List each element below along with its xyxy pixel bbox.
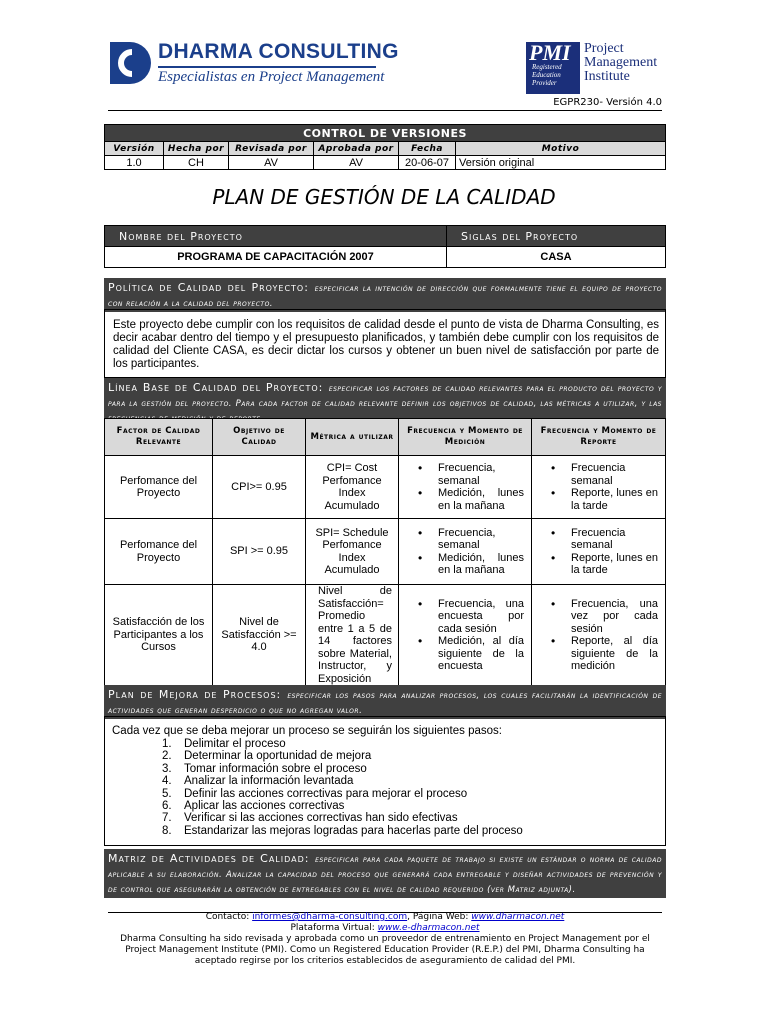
report-cell	[532, 456, 666, 519]
list-item: 8. Estandarizar las mejoras logradas para hacerlas parte del proceso	[162, 824, 523, 837]
list-item: • Frecuencia, semanal	[438, 527, 524, 552]
table-row	[105, 456, 666, 519]
list-item: • Frecuencia, una encuesta por cada sesión	[438, 598, 524, 636]
list-item: 1. Delimitar el proceso	[162, 738, 286, 750]
list-item: • Reporte, lunes en la tarde	[571, 487, 658, 512]
metric-header: Métrica a utilizar	[306, 419, 399, 456]
list-item: • Frecuencia semanal	[571, 462, 658, 487]
version-control-table	[104, 124, 666, 170]
list-item: • Medición, lunes en la mañana	[438, 552, 524, 577]
list-item: • Reporte, al día siguiente de la medición	[571, 635, 658, 673]
list-item: 7. Verificar si las acciones correctivas han sido efectivas	[162, 812, 458, 825]
objective-cell: Nivel de Satisfacción >= 4.0	[213, 585, 306, 686]
project-name-label: Nombre del Proyecto	[105, 226, 447, 247]
website-link[interactable]: www.dharmacon.net	[471, 912, 565, 922]
reason-cell: Versión original	[456, 156, 666, 170]
list-item: 6. Aplicar las acciones correctivas	[162, 800, 345, 813]
improvement-intro: Cada vez que se deba mejorar un proceso se seguirán los siguientes pasos:	[112, 725, 502, 737]
factor-cell: Satisfacción de los Participantes a los Cursos	[105, 585, 213, 686]
contact-email-link[interactable]: informes@dharma-consulting.com	[252, 912, 408, 922]
contact-label: Contacto:	[205, 912, 250, 922]
project-table	[104, 225, 666, 268]
platform-label: Plataforma Virtual:	[290, 923, 375, 933]
policy-box	[104, 309, 666, 378]
logo-rule	[158, 66, 376, 68]
company-tagline: Especialistas en Project Management	[158, 69, 385, 85]
footer-platform	[108, 923, 662, 934]
pmi-badge-subtext: Registered Education Provider	[532, 63, 562, 87]
list-item: 2. Determinar la oportunidad de mejora	[162, 750, 372, 763]
policy-text: Este proyecto debe cumplir con los requisitos de calidad desde el punto de vista de Dharma Consulting, es decir acabar dentro del tiempo y el presupuesto planificados, y también debe cumplir con los requisitos de calidad del Cliente CASA, es decir dictar los cursos y obtener un buen nivel de satisfacción por parte de los participantes.	[113, 319, 659, 370]
report-cell	[532, 519, 666, 585]
made-by-cell: CH	[164, 156, 229, 170]
header-divider	[108, 110, 662, 111]
matrix-title: Matriz de Actividades de Calidad:	[108, 852, 310, 865]
quality-baseline-table	[104, 418, 666, 686]
improvement-section-header	[104, 685, 666, 719]
metric-cell: Nivel de Satisfacción= Promedio entre 1 a 5 de 14 factores sobre Material, Instructor, y Exposición	[306, 585, 399, 686]
company-name: DHARMA CONSULTING	[158, 40, 399, 63]
objective-cell: CPI>= 0.95	[213, 456, 306, 519]
matrix-instruction: especificar para cada paquete de trabajo si existe un estándar o norma de calidad aplicable a su elaboración. Analizar la capacidad del proceso que generará cada entregable y diseñar actividades de prevención y de control que asegurarán la obtención de entregables con el nivel de calidad requerido (ver Matriz adjunta).	[108, 855, 662, 895]
platform-link[interactable]: www.e-dharmacon.net	[377, 923, 480, 933]
made-by-header: Hecha por	[164, 142, 229, 156]
table-row	[105, 585, 666, 686]
project-acronym-label: Siglas del Proyecto	[447, 226, 666, 247]
metric-cell: CPI= Cost Perfomance Index Acumulado	[306, 456, 399, 519]
reviewed-by-header: Revisada por	[229, 142, 314, 156]
approved-by-cell: AV	[314, 156, 399, 170]
list-item: • Frecuencia, una vez por cada sesión	[571, 598, 658, 636]
document-title: PLAN DE GESTIÓN DE LA CALIDAD	[212, 185, 556, 209]
document-code: EGPR230- Versión 4.0	[553, 97, 662, 108]
list-item: • Reporte, lunes en la tarde	[571, 552, 658, 577]
date-header: Fecha	[399, 142, 456, 156]
report-cell	[532, 585, 666, 686]
list-item: • Frecuencia semanal	[571, 527, 658, 552]
version-header: Versión	[105, 142, 164, 156]
pmi-badge-text: PMI	[529, 40, 571, 65]
project-acronym-value: CASA	[447, 247, 666, 268]
project-name-value: PROGRAMA DE CAPACITACIÓN 2007	[105, 247, 447, 268]
dharma-consulting-logo	[108, 38, 399, 88]
list-item: 3. Tomar información sobre el proceso	[162, 762, 367, 775]
date-cell: 20-06-07	[399, 156, 456, 170]
version-control-title: CONTROL DE VERSIONES	[105, 125, 666, 142]
measure-cell	[399, 519, 532, 585]
measure-header: Frecuencia y Momento de Medición	[399, 419, 532, 456]
baseline-instruction: especificar los factores de calidad relevantes para el producto del proyecto y para la gestión del proyecto. Para cada factor de calidad relevante definir los objetivos de calidad, las métricas a utilizar, y las	[108, 384, 662, 409]
improvement-box	[104, 716, 666, 846]
list-item: • Frecuencia, semanal	[438, 462, 524, 487]
version-cell: 1.0	[105, 156, 164, 170]
footer-disclaimer: Dharma Consulting ha sido revisada y aprobada como un proveedor de entrenamiento en Project Management por el Project Management Institute (PMI). Como un Registered Education Provider (R.E.P.) del PMI, Dharma Consulting ha aceptado regirse por los criterios establecidos de aseguramiento de calidad del PMI.	[120, 934, 650, 966]
factor-cell: Perfomance del Proyecto	[105, 456, 213, 519]
dharma-logo-icon	[108, 40, 152, 86]
footer-contact: Contacto: informes@dharma-consulting.com, Página Web: www.dharmacon.net	[205, 912, 565, 922]
list-item: 5. Definir las acciones correctivas para mejorar el proceso	[162, 787, 468, 800]
list-item: 4. Analizar la información levantada	[162, 775, 354, 788]
approved-by-header: Aprobada por	[314, 142, 399, 156]
reason-header: Motivo	[456, 142, 666, 156]
measure-cell	[399, 585, 532, 686]
pmi-name: Project Management Institute	[584, 41, 658, 84]
web-label: Página Web:	[412, 912, 469, 922]
factor-cell: Perfomance del Proyecto	[105, 519, 213, 585]
improvement-title: Plan de Mejora de Procesos:	[108, 688, 282, 701]
factor-header: Factor de Calidad Relevante	[105, 419, 213, 456]
baseline-title: Línea Base de Calidad del Proyecto:	[108, 381, 324, 394]
objective-header: Objetivo de Calidad	[213, 419, 306, 456]
pmi-logo	[526, 42, 666, 98]
list-item: • Medición, lunes en la mañana	[438, 487, 524, 512]
pmi-badge-icon	[526, 42, 580, 94]
measure-cell	[399, 456, 532, 519]
improvement-steps	[112, 738, 659, 837]
policy-title: Política de Calidad del Proyecto:	[108, 281, 309, 294]
table-row	[105, 519, 666, 585]
matrix-section-header	[104, 849, 666, 898]
policy-section-header	[104, 278, 666, 312]
improvement-instruction: especificar los pasos para analizar procesos, los cuales facilitarán la identificación de actividades que generan desperdicio o que no agregan valor.	[108, 691, 662, 716]
policy-instruction: especificar la intención de dirección que formalmente tiene el equipo de proyecto con relación a la calidad del proyecto.	[108, 284, 662, 309]
reviewed-by-cell: AV	[229, 156, 314, 170]
objective-cell: SPI >= 0.95	[213, 519, 306, 585]
report-header: Frecuencia y Momento de Reporte	[532, 419, 666, 456]
list-item: • Medición, al día siguiente de la encuesta	[438, 635, 524, 673]
table-row	[105, 156, 666, 170]
metric-cell: SPI= Schedule Perfomance Index Acumulado	[306, 519, 399, 585]
